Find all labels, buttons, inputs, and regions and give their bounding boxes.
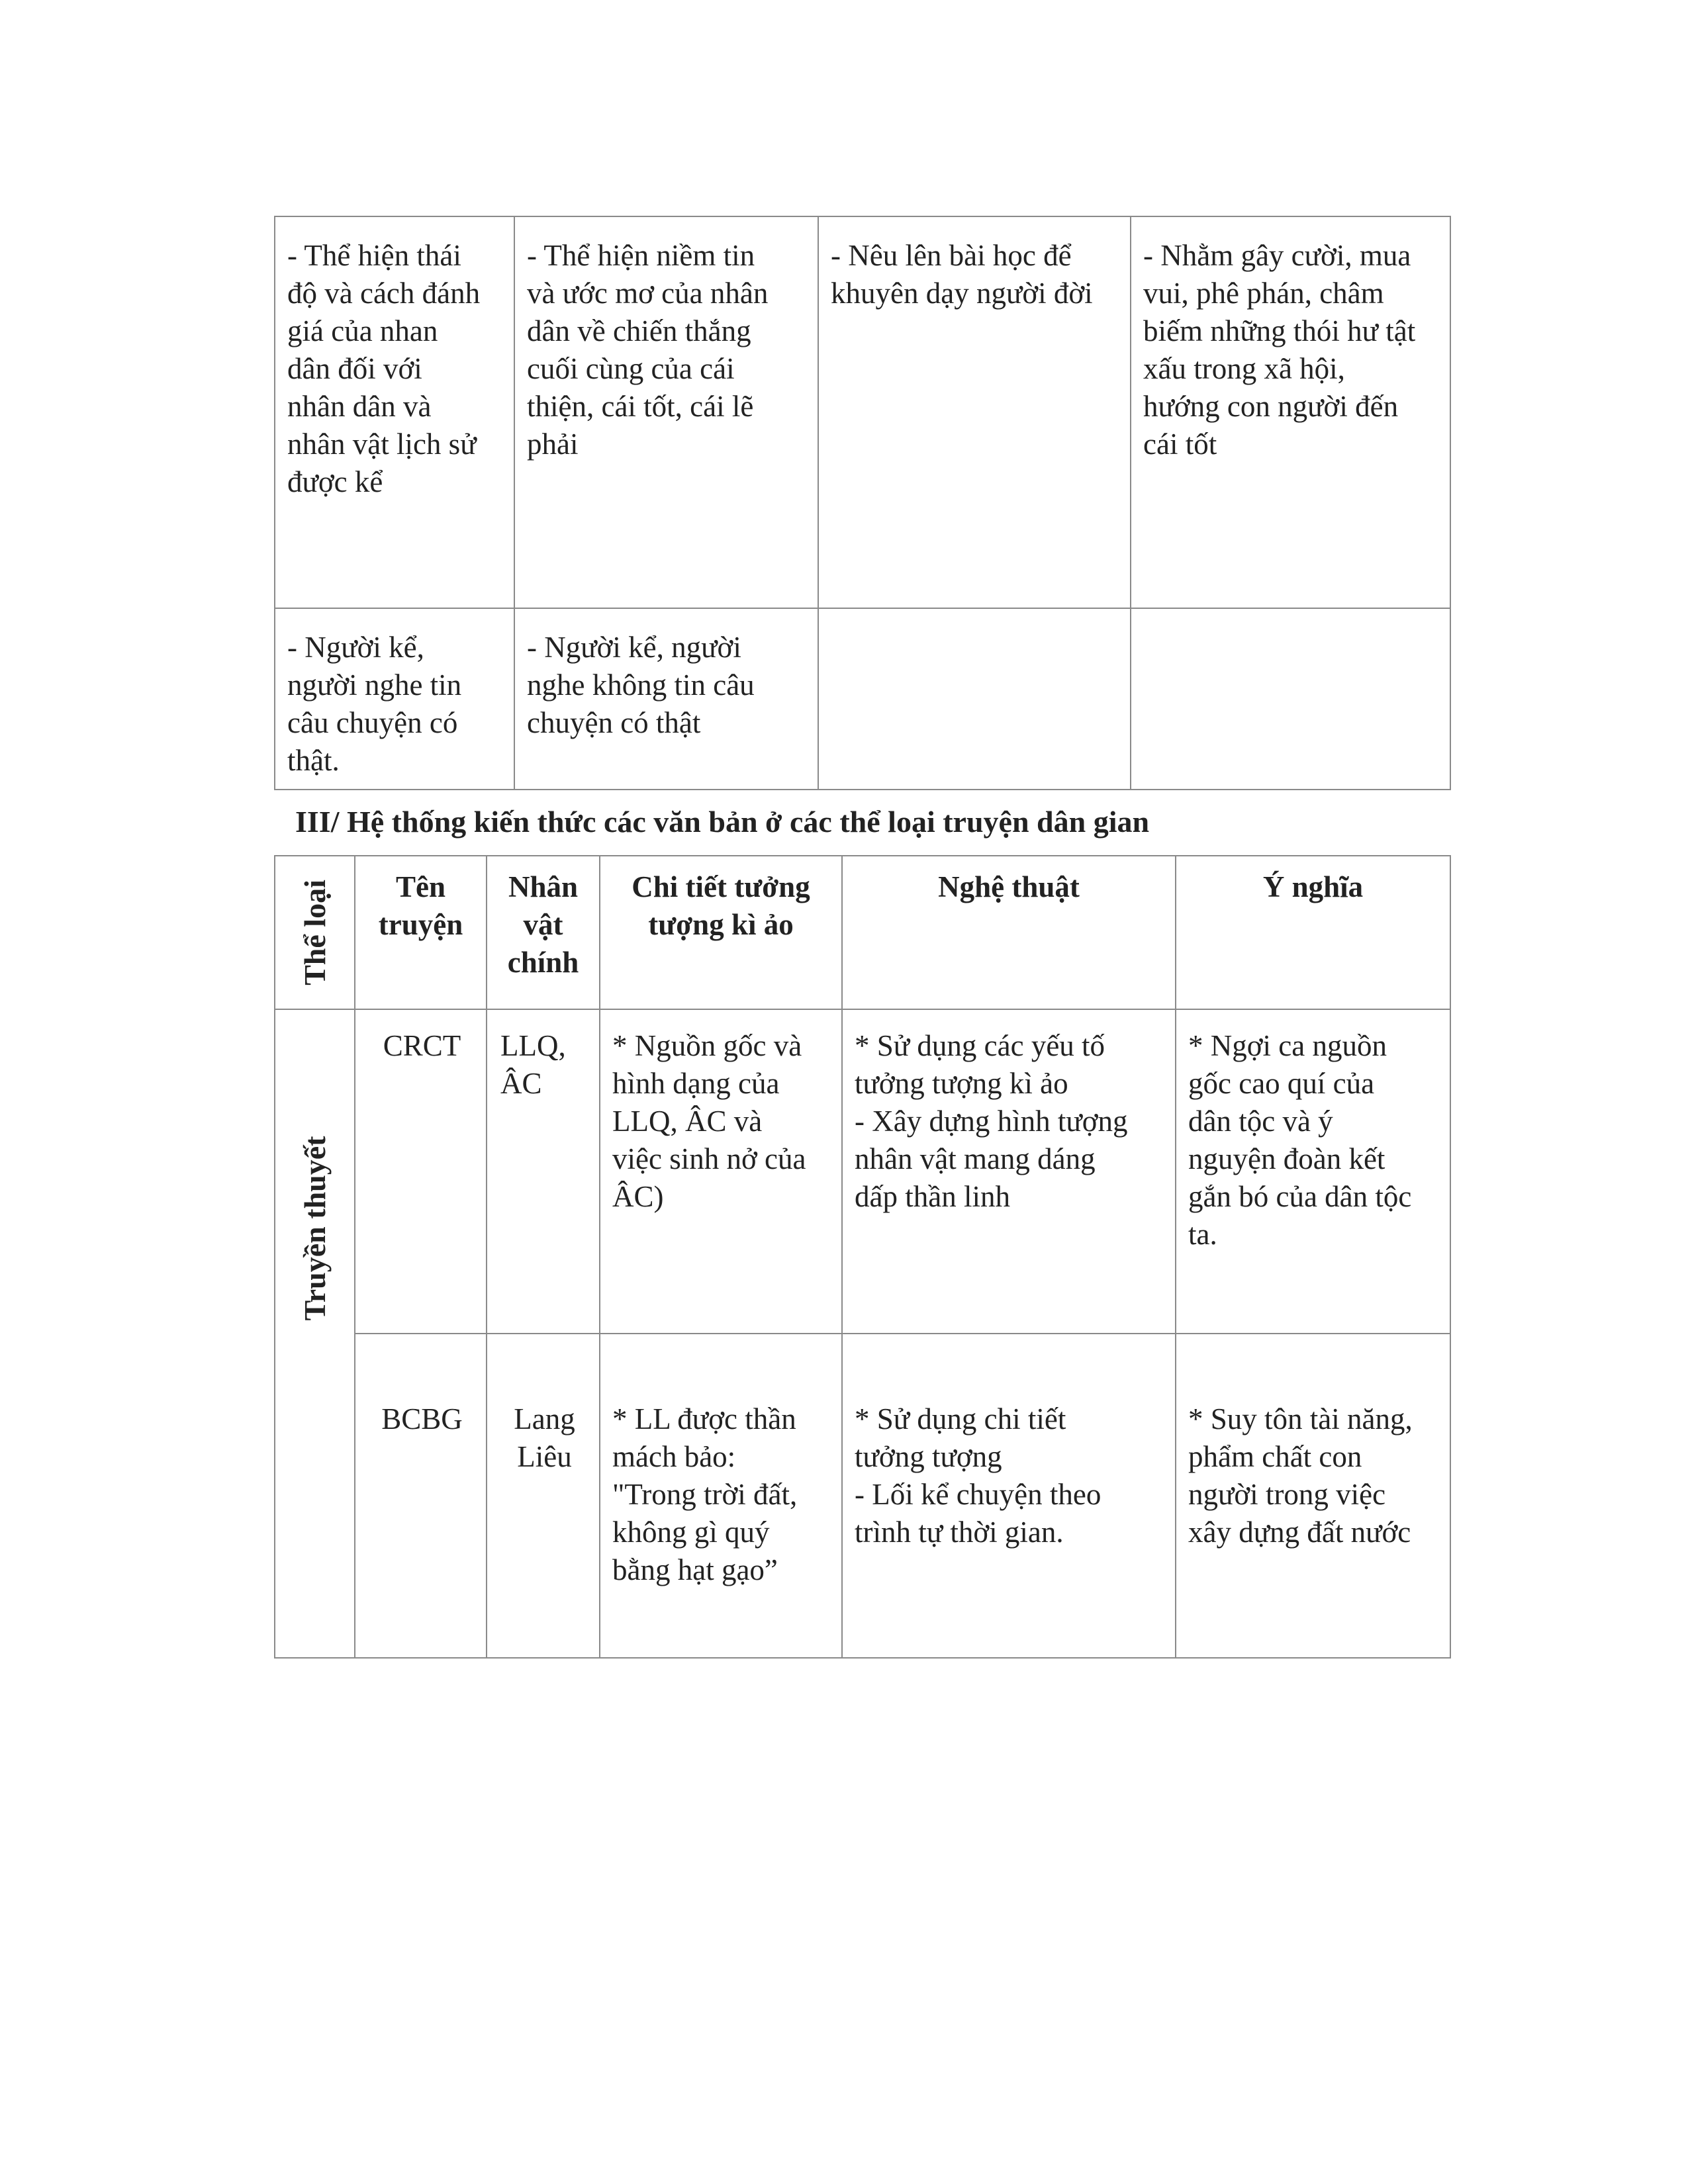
- table-row: [275, 1334, 1450, 1658]
- header-meaning-label: Ý nghĩa: [1262, 870, 1364, 903]
- fantasy-cell: [600, 1009, 842, 1334]
- cell-text: - Nêu lên bài học để khuyên dạy người đời: [831, 239, 1093, 310]
- character-cell: [487, 1334, 600, 1658]
- cell-text: - Nhằm gây cười, mua vui, phê phán, châm biếm những thói hư tật xấu trong xã hội, hướng con người đến cái tốt: [1143, 239, 1416, 461]
- character-cell: [487, 1009, 600, 1334]
- character-name: LLQ, ÂC: [500, 1029, 566, 1100]
- table-row: [275, 608, 1450, 790]
- story-cell: [355, 1009, 487, 1334]
- art-text: * Sử dụng chi tiết tưởng tượng - Lối kể chuyện theo trình tự thời gian.: [855, 1402, 1102, 1549]
- genre-label: Truyền thuyết: [297, 1136, 332, 1321]
- fantasy-text: * Nguồn gốc và hình dạng của LLQ, ÂC và việc sinh nở của ÂC): [612, 1029, 806, 1213]
- cell-text: - Người kể, người nghe không tin câu chuyện có thật: [527, 631, 755, 739]
- table-cell: [514, 608, 818, 790]
- header-genre-label: Thể loại: [297, 880, 332, 985]
- cell-text: - Người kể, người nghe tin câu chuyện có thật.: [287, 631, 462, 777]
- header-art-label: Nghệ thuật: [938, 870, 1080, 903]
- summary-table-continued: [274, 216, 1451, 790]
- header-character-label: Nhân vật chính: [507, 870, 579, 979]
- meaning-text: * Suy tôn tài năng, phẩm chất con người trong việc xây dựng đất nước: [1188, 1402, 1413, 1549]
- header-story-label: Tên truyện: [378, 870, 463, 941]
- cell-text: [1131, 609, 1450, 629]
- header-fantasy-label: Chi tiết tưởng tượng kì ảo: [632, 870, 810, 941]
- meaning-cell: [1176, 1009, 1450, 1334]
- story-cell: [355, 1334, 487, 1658]
- character-name: Lang Liêu: [514, 1402, 575, 1473]
- table-cell: [1131, 216, 1450, 608]
- cell-text: [819, 609, 1130, 629]
- table-row: [275, 216, 1450, 608]
- cell-text: - Thể hiện thái độ và cách đánh giá của nhan dân đối với nhân dân và nhân vật lịch sử được kể: [287, 239, 481, 498]
- table-row: [275, 1009, 1450, 1334]
- table-cell: [1131, 608, 1450, 790]
- table-cell: [818, 216, 1131, 608]
- table-header-row: [275, 856, 1450, 1009]
- table-cell: [818, 608, 1131, 790]
- cell-text: - Thể hiện niềm tin và ước mơ của nhân dân về chiến thắng cuối cùng của cái thiện, cái tốt, cái lẽ phải: [527, 239, 769, 461]
- story-name: CRCT: [383, 1029, 461, 1062]
- art-text: * Sử dụng các yếu tố tưởng tượng kì ảo - Xây dựng hình tượng nhân vật mang dáng dấp thần linh: [855, 1029, 1128, 1213]
- header-fantasy: [600, 856, 842, 1009]
- fantasy-text: * LL được thần mách bảo: "Trong trời đất, không gì quý bằng hạt gạo”: [612, 1402, 798, 1586]
- meaning-text: * Ngợi ca nguồn gốc cao quí của dân tộc và ý nguyện đoàn kết gắn bó của dân tộc ta.: [1188, 1029, 1412, 1251]
- art-cell: [842, 1009, 1176, 1334]
- table-cell: [514, 216, 818, 608]
- table-cell: [275, 216, 514, 608]
- genre-cell: [275, 1009, 355, 1658]
- story-name: BCBG: [381, 1402, 463, 1435]
- art-cell: [842, 1334, 1176, 1658]
- header-genre: [275, 856, 355, 1009]
- header-meaning: [1176, 856, 1450, 1009]
- table-cell: [275, 608, 514, 790]
- folk-tale-knowledge-table: [274, 855, 1451, 1659]
- fantasy-cell: [600, 1334, 842, 1658]
- section-heading: III/ Hệ thống kiến thức các văn bản ở các thể loại truyện dân gian: [295, 805, 1150, 839]
- header-art: [842, 856, 1176, 1009]
- header-character: [487, 856, 600, 1009]
- header-story: [355, 856, 487, 1009]
- meaning-cell: [1176, 1334, 1450, 1658]
